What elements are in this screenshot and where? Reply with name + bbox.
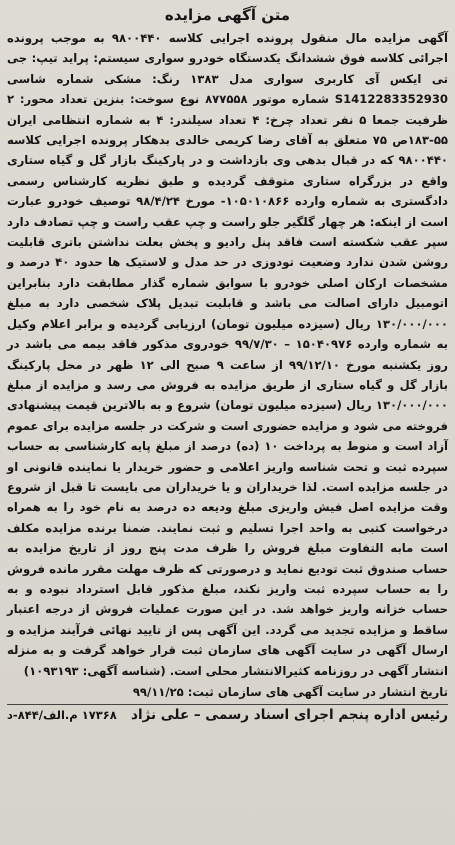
document-code: ۱۷۳۶۸ م.الف/۸۴۴-د (7, 708, 117, 722)
notice-body: آگهی مزایده مال منقول پرونده اجرایی کلاسه ۹۸۰۰۴۴۰ به موجب پرونده اجرائی کلاسه فوق ششدانگ یکدستگاه خودرو سواری سیستم: پراید تیپ: جی تی ایکس آی کاربری سواری مدل ۱۳۸۳ رنگ: مشکی شماره شاسی S1412283352930 شماره موتور ۸۷۷۵۵۸ نوع سوخت: بنزین تعداد محور: ۲ ظرفیت جمعا ۵ نفر تعداد چرخ: ۴ تعداد سیلندر: ۴ به شماره انتظامی ایران ۵۵-۱۸۳ص ۷۵ متعلق به آقای رضا کریمی خالدی بدهکار پرونده اجرایی کلاسه ۹۸۰۰۴۴۰ که در قبال بدهی وی بازداشت و در پارکینگ بازار گل و گیاه ستاری واقع در بزرگراه ستاری متوقف گردیده و طبق نظریه کارشناس رسمی دادگستری به شماره وارده ۱۰۵۰۱۰۸۶۶- مورخ ۹۸/۴/۲۴ توصیف خودرو عبارت است از اینکه: هر چهار گلگیر جلو راست و چپ عقب راست و چپ تصادف دارد سپر عقب شکسته است فاقد پنل رادیو و پخش بعلت نداشتن باتری قابلیت روشن شدن ندارد وضعیت تودوزی در حد مدل و لاستیک ها حدود ۴۰ درصد و مشخصات ارکان اصلی خودرو با سوابق شماره گذار مطابقت دارد بنابراین اتومبیل دارای اصالت می باشد و قابلیت تبدیل پلاک شخصی دارد به مبلغ ۱۳۰/۰۰۰/۰۰۰ ریال (سیزده میلیون تومان) ارزیابی گردیده و برابر اعلام وکیل به شماره وارده ۱۵۰۴۰۹۷۶ – ۹۹/۷/۳۰ خودروی مذکور فاقد بیمه می باشد در روز یکشنبه مورخ ۹۹/۱۲/۱۰ از ساعت ۹ صبح الی ۱۲ ظهر در محل پارکینگ بازار گل و گیاه ستاری از طریق مزایده به فروش می رسد و مزایده از مبلغ ۱۳۰/۰۰۰/۰۰۰ ریال (سیزده میلیون تومان) شروع و به بالاترین قیمت پیشنهادی فروخته می شود و مزایده حضوری است و شرکت در جلسه مزایده برای عموم آزاد است و منوط به پرداخت ۱۰ (ده) درصد از مبلغ پایه کارشناسی به حساب سپرده ثبت و تحت شناسه واریز اعلامی و حضور خریدار یا نماینده قانونی او در جلسه مزایده است. لذا خریداران و یا خریداران می بایست تا قبل از شروع وقت مزایده اصل فیش واریزی مبلغ ودیعه ده درصد به نام خود را به همراه درخواست کتبی به واحد اجرا تسلیم و ثبت نمایند. ضمنا برنده مزایده مکلف است مابه التفاوت مبلغ فروش را ظرف مدت پنج روز از تاریخ مزایده به حساب صندوق ثبت تودیع نماید و درصورتی که ظرف مهلت مقرر مانده فروش را به حساب سپرده ثبت واریز نکند، مبلغ مذکور قابل استرداد نبوده و به حساب خزانه واریز خواهد شد. در این صورت عملیات فروش از درجه اعتبار ساقط و مزایده تجدید می گردد. این آگهی پس از تایید نهائی فرآیند مزایده و ارسال آگهی در سایت آگهی های سازمان ثبت قرار خواهد گرفت و به منزله انتشار آگهی در روزنامه کثیرالانتشار محلی است. (شناسه آگهی: ۱۰۹۳۱۹۳) (7, 31, 448, 678)
publish-date: تاریخ انتشار در سایت آگهی های سازمان ثبت: ۹۹/۱۱/۲۵ (132, 685, 448, 699)
signature-row (7, 704, 448, 723)
notice-title: متن آگهی مزایده (164, 6, 291, 24)
signature-name: رئیس اداره پنجم اجرای اسناد رسمی – علی نژاد (131, 707, 448, 723)
